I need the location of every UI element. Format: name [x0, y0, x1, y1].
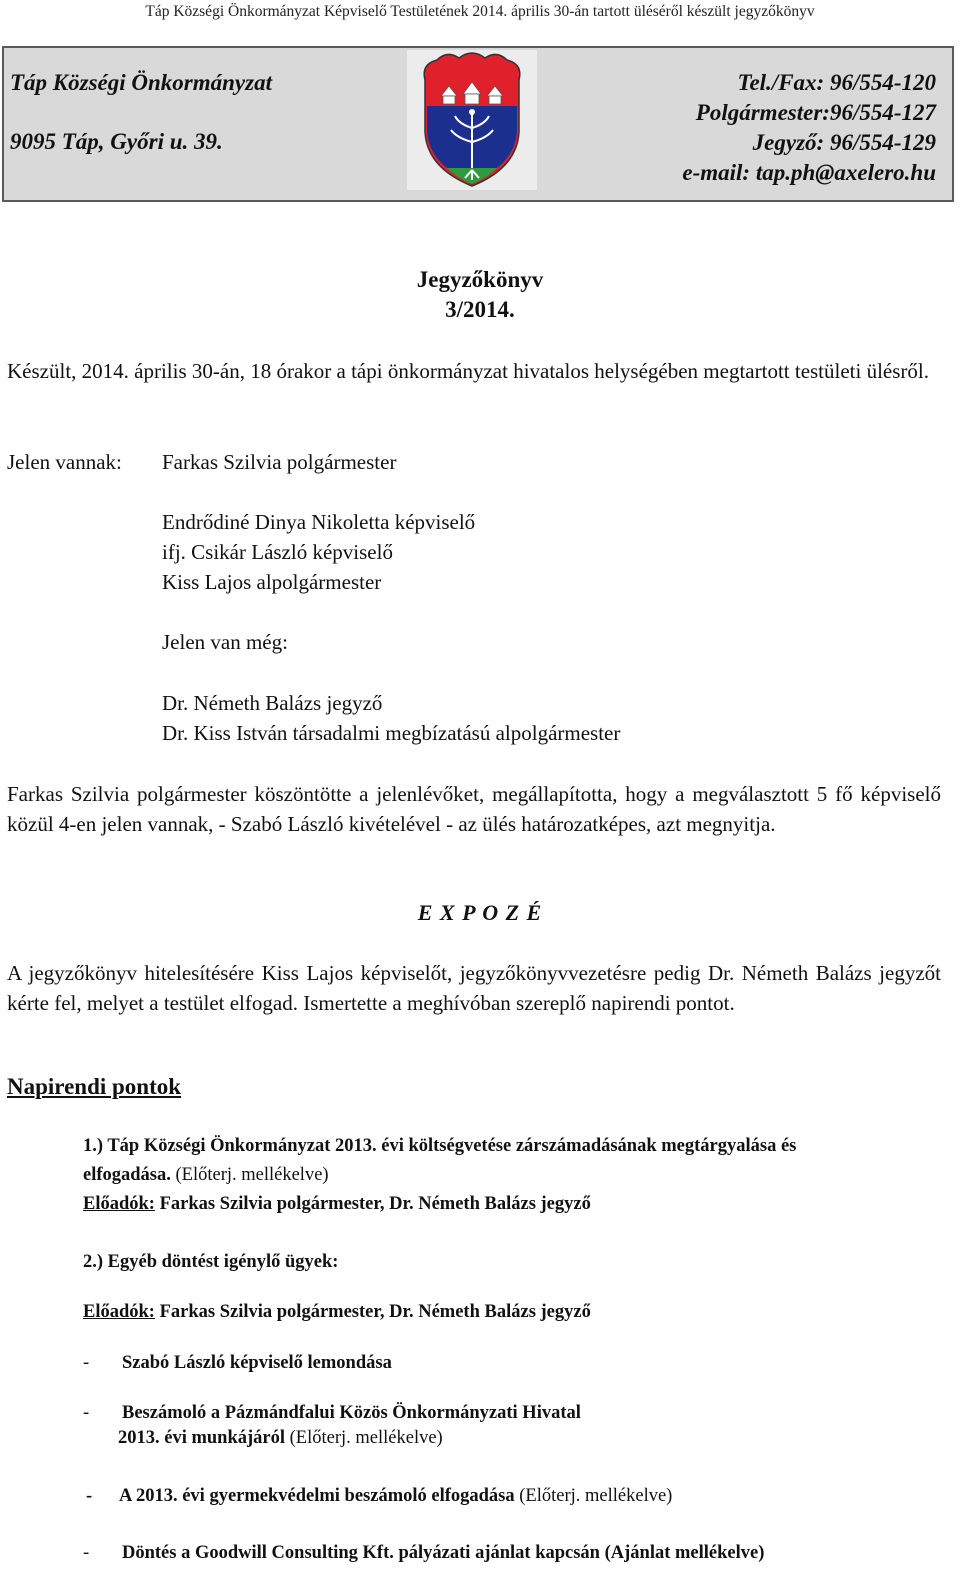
sub-item-dash: - [86, 1486, 93, 1506]
coat-of-arms-icon [407, 50, 537, 190]
mayor-phone: Polgármester:96/554-127 [695, 100, 936, 125]
also-present-label: Jelen van még: [162, 630, 288, 654]
intro-paragraph: Készült, 2014. április 30-án, 18 órakor a tápi önkormányzat hivatalos helységében megtartott testületi ülésről. [7, 359, 930, 383]
present-label: Jelen vannak: [7, 450, 122, 474]
sub-item-note: (Előterj. mellékelve) [514, 1486, 673, 1506]
present-member: Endrődiné Dinya Nikoletta képviselő [162, 510, 476, 534]
agenda-item-1-note: (Előterj. mellékelve) [170, 1165, 329, 1185]
presenters-label: Előadók: [83, 1194, 155, 1214]
org-address: 9095 Táp, Győri u. 39. [10, 129, 223, 154]
document-number: 3/2014. [445, 297, 515, 322]
agenda-item-1-bold: elfogadása. [83, 1165, 171, 1185]
sub-item-note: (Előterj. mellékelve) [285, 1428, 443, 1448]
expose-paragraph: A jegyzőkönyv hitelesítésére Kiss Lajos képviselőt, jegyzőkönyvvezetésre pedig Dr. Németh Balázs jegyzőt kérte fel, melyet a testület elfogad. Ismertette a meghívóban szereplő napirendi pontot. [7, 961, 941, 1015]
sub-item: Döntés a Goodwill Consulting Kft. pályázati ajánlat kapcsán (Ajánlat mellékelve) [122, 1543, 765, 1563]
agenda-presenters [83, 1190, 591, 1219]
running-header: Táp Községi Önkormányzat Képviselő Testületének 2014. április 30-án tartott üléséről készült jegyzőkönyv [145, 3, 815, 20]
sub-item-dash: - [83, 1353, 90, 1373]
presenters-label: Előadók: [83, 1302, 155, 1322]
agenda-item-1-cont [83, 1161, 329, 1190]
opening-paragraph: Farkas Szilvia polgármester köszöntötte a jelenlévőket, megállapította, hogy a megválasztott 5 fő képviselő közül 4-en jelen vannak, - Szabó László kivételével - az ülés határozatképes, azt megnyitja. [7, 782, 941, 836]
agenda-item-2: 2.) Egyéb döntést igénylő ügyek: [83, 1252, 339, 1272]
sub-item [119, 1482, 672, 1511]
present-member: Kiss Lajos alpolgármester [162, 570, 382, 594]
sub-item-dash: - [83, 1403, 90, 1423]
sub-item-cont [118, 1424, 443, 1453]
sub-item-bold: A 2013. évi gyermekvédelmi beszámoló elfogadása [119, 1486, 515, 1506]
tel-fax: Tel./Fax: 96/554-120 [737, 70, 936, 95]
letterhead [2, 46, 954, 202]
document-title: Jegyzőkönyv [416, 267, 544, 292]
present-member: ifj. Csikár László képviselő [162, 540, 393, 564]
letterhead-right [682, 70, 936, 190]
sub-item: Beszámoló a Pázmándfalui Közös Önkormányzati Hivatal [122, 1403, 581, 1423]
agenda-heading: Napirendi pontok [7, 1074, 182, 1099]
expose-heading: E X P O Z É [417, 900, 543, 925]
presenters-text: Farkas Szilvia polgármester, Dr. Németh Balázs jegyző [154, 1194, 591, 1214]
also-present-item: Dr. Kiss István társadalmi megbízatású alpolgármester [162, 721, 621, 745]
present-first: Farkas Szilvia polgármester [162, 450, 397, 474]
sub-item-bold: 2013. évi munkájáról [118, 1428, 286, 1448]
org-name: Táp Községi Önkormányzat [10, 70, 272, 95]
notary-phone: Jegyző: 96/554-129 [752, 130, 936, 155]
also-present-item: Dr. Németh Balázs jegyző [162, 691, 383, 715]
letterhead-left [10, 70, 272, 159]
sub-item-dash: - [83, 1543, 90, 1563]
presenters-text: Farkas Szilvia polgármester, Dr. Németh Balázs jegyző [154, 1302, 591, 1322]
agenda-presenters [83, 1298, 591, 1327]
agenda-item-1: 1.) Táp Községi Önkormányzat 2013. évi költségvetése zárszámadásának megtárgyalása és [83, 1136, 797, 1156]
sub-item: Szabó László képviselő lemondása [122, 1353, 392, 1373]
email: e-mail: tap.ph@axelero.hu [682, 160, 936, 185]
